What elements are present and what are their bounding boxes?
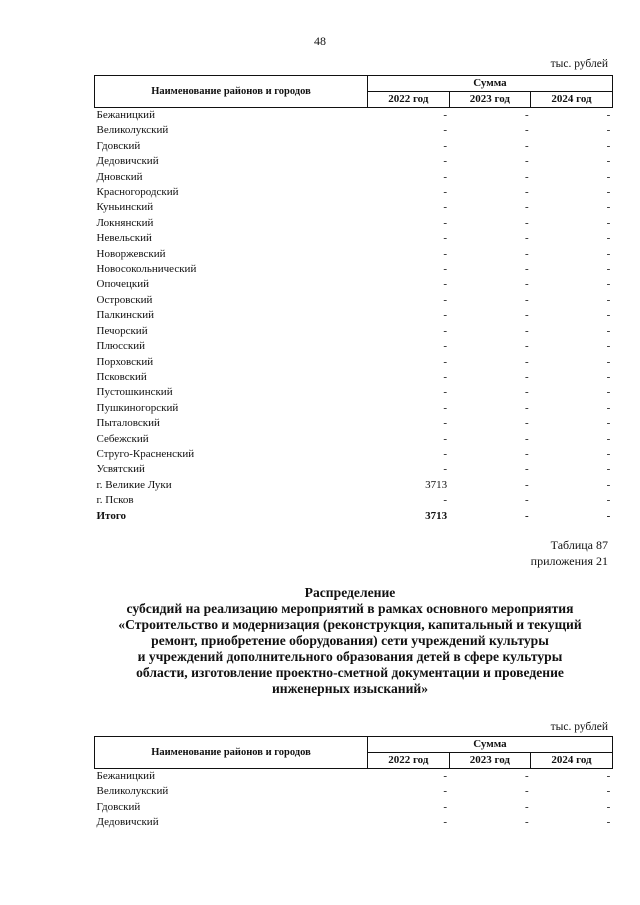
- amount-cell: 3713: [425, 478, 448, 491]
- amount-cell: -: [525, 785, 529, 798]
- district-name: Бежаницкий: [96, 109, 155, 121]
- units-label: тыс. рублей: [550, 58, 608, 70]
- appendix-number: приложения 21: [530, 554, 608, 568]
- amount-cell: -: [606, 278, 611, 291]
- column-header-year: 2023 год: [449, 92, 531, 108]
- amount-cell: -: [525, 370, 529, 383]
- table-row: [95, 216, 613, 231]
- district-name: Печорский: [96, 324, 148, 337]
- amount-cell: -: [525, 186, 529, 199]
- table-row: [95, 170, 613, 185]
- table-row: [95, 447, 613, 462]
- table-row: [95, 385, 613, 400]
- amount-cell: -: [525, 155, 529, 168]
- heading-line: субсидий на реализацию мероприятий в рамках основного мероприятия: [126, 601, 574, 616]
- amount-cell: -: [443, 386, 448, 399]
- amount-cell: -: [606, 232, 611, 245]
- amount-cell: -: [525, 494, 529, 507]
- amount-cell: -: [443, 263, 448, 276]
- heading-line: Распределение: [304, 585, 396, 600]
- amount-cell: -: [606, 447, 611, 460]
- district-name: г. Великие Луки: [96, 478, 172, 491]
- amount-cell: -: [606, 309, 611, 322]
- amount-cell: -: [525, 432, 529, 445]
- table-row: [95, 432, 613, 447]
- district-name: Великолукский: [96, 785, 169, 798]
- amount-cell: -: [606, 432, 611, 445]
- amount-cell: -: [525, 124, 529, 137]
- district-name: Себежский: [96, 432, 149, 445]
- table-row: [95, 478, 613, 493]
- table-row: [95, 154, 613, 169]
- amount-cell: -: [606, 386, 611, 399]
- table-row: [95, 139, 613, 154]
- district-name: Палкинский: [96, 309, 155, 322]
- amount-cell: -: [606, 216, 611, 229]
- table-row: [95, 800, 613, 815]
- heading-line: области, изготовление проектно-сметной документации и проведение: [136, 665, 564, 680]
- amount-cell: -: [525, 447, 529, 460]
- amount-cell: -: [443, 216, 448, 229]
- district-name: Дновский: [96, 170, 143, 183]
- amount-cell: -: [606, 800, 611, 813]
- table-row: [95, 815, 613, 830]
- table-row: [95, 370, 613, 385]
- amount-cell: -: [443, 247, 448, 260]
- district-name: Дедовичский: [96, 816, 159, 829]
- column-header-year: 2022 год: [368, 92, 450, 108]
- amount-cell: -: [525, 800, 529, 813]
- amount-cell: -: [443, 340, 448, 353]
- amount-cell: -: [443, 293, 448, 306]
- distribution-table-1: [94, 75, 613, 524]
- district-name: Красногородский: [96, 186, 179, 199]
- amount-cell: -: [606, 494, 611, 507]
- district-name: Гдовский: [96, 800, 141, 813]
- column-header-year: 2024 год: [531, 753, 613, 769]
- amount-cell: -: [606, 785, 611, 798]
- amount-cell: -: [525, 309, 529, 322]
- amount-cell: -: [606, 201, 611, 214]
- distribution-table-2: [94, 736, 613, 831]
- column-header-year: 2022 год: [368, 753, 450, 769]
- amount-cell: -: [443, 324, 448, 337]
- amount-cell: -: [606, 155, 611, 168]
- amount-cell: -: [525, 109, 529, 121]
- table-number: Таблица 87: [550, 538, 608, 552]
- table-row: [95, 262, 613, 277]
- amount-cell: -: [606, 293, 611, 306]
- amount-cell: -: [525, 232, 529, 245]
- table-total-row: [95, 509, 613, 524]
- amount-cell: -: [525, 770, 529, 782]
- amount-cell: -: [606, 770, 611, 782]
- district-name: Гдовский: [96, 139, 141, 152]
- amount-cell: -: [525, 463, 529, 476]
- table-row: [95, 401, 613, 416]
- amount-cell: -: [606, 139, 611, 152]
- amount-cell: -: [443, 463, 448, 476]
- amount-cell: -: [525, 509, 529, 522]
- amount-cell: 3713: [425, 509, 448, 522]
- table-row: [95, 123, 613, 138]
- table-row: [95, 462, 613, 477]
- amount-cell: -: [443, 355, 448, 368]
- table-row: [95, 416, 613, 431]
- table-row: [95, 493, 613, 508]
- amount-cell: -: [443, 201, 448, 214]
- amount-cell: -: [443, 494, 448, 507]
- table-row: [95, 355, 613, 370]
- district-name: Дедовичский: [96, 155, 159, 168]
- district-name: Итого: [96, 509, 127, 522]
- heading-line: «Строительство и модернизация (реконструкция, капитальный и текущий: [118, 617, 582, 632]
- district-name: Усвятский: [96, 463, 145, 476]
- amount-cell: -: [525, 263, 529, 276]
- table-row: [95, 308, 613, 323]
- amount-cell: -: [525, 324, 529, 337]
- amount-cell: -: [606, 124, 611, 137]
- column-header-sum: Сумма: [368, 76, 613, 92]
- amount-cell: -: [606, 478, 611, 491]
- table-row: [95, 185, 613, 200]
- section-heading: [60, 585, 640, 697]
- district-name: Новоржевский: [96, 247, 166, 260]
- amount-cell: -: [525, 201, 529, 214]
- district-name: Опочецкий: [96, 278, 149, 291]
- district-name: Островский: [96, 293, 153, 306]
- amount-cell: -: [443, 800, 448, 813]
- amount-cell: -: [525, 816, 529, 829]
- amount-cell: -: [525, 340, 529, 353]
- table-row: [95, 324, 613, 339]
- district-name: Пушкиногорский: [96, 401, 179, 414]
- table-row: [95, 108, 613, 124]
- amount-cell: -: [606, 417, 611, 430]
- column-header-year: 2023 год: [449, 753, 531, 769]
- amount-cell: -: [606, 509, 611, 522]
- page-number: 48: [314, 34, 326, 48]
- table-row: [95, 231, 613, 246]
- amount-cell: -: [443, 278, 448, 291]
- amount-cell: -: [606, 463, 611, 476]
- district-name: Порховский: [96, 355, 154, 368]
- heading-line: ремонт, приобретение оборудования) сети учреждений культуры: [151, 633, 549, 648]
- amount-cell: -: [443, 232, 448, 245]
- amount-cell: -: [525, 170, 529, 183]
- amount-cell: -: [443, 432, 448, 445]
- table-row: [95, 293, 613, 308]
- amount-cell: -: [443, 170, 448, 183]
- amount-cell: -: [525, 417, 529, 430]
- district-name: Куньинский: [96, 201, 154, 214]
- table-row: [95, 784, 613, 799]
- amount-cell: -: [606, 324, 611, 337]
- amount-cell: -: [606, 816, 611, 829]
- district-name: Плюсский: [96, 340, 146, 353]
- table-row: [95, 200, 613, 215]
- district-name: Великолукский: [96, 124, 169, 137]
- amount-cell: -: [443, 447, 448, 460]
- table-row: [95, 339, 613, 354]
- amount-cell: -: [443, 124, 448, 137]
- amount-cell: -: [525, 401, 529, 414]
- district-name: Новосокольнический: [96, 263, 197, 276]
- column-header-sum: Сумма: [368, 737, 613, 753]
- amount-cell: -: [525, 139, 529, 152]
- amount-cell: -: [443, 139, 448, 152]
- amount-cell: -: [443, 417, 448, 430]
- amount-cell: -: [606, 401, 611, 414]
- amount-cell: -: [525, 293, 529, 306]
- table-row: [95, 247, 613, 262]
- district-name: Бежаницкий: [96, 770, 155, 782]
- column-header-year: 2024 год: [531, 92, 613, 108]
- amount-cell: -: [606, 355, 611, 368]
- amount-cell: -: [443, 309, 448, 322]
- amount-cell: -: [443, 785, 448, 798]
- amount-cell: -: [525, 278, 529, 291]
- amount-cell: -: [525, 478, 529, 491]
- column-header-name: Наименование районов и городов: [95, 737, 368, 769]
- district-name: Струго-Красненский: [96, 447, 195, 460]
- amount-cell: -: [443, 186, 448, 199]
- amount-cell: -: [525, 386, 529, 399]
- amount-cell: -: [525, 247, 529, 260]
- amount-cell: -: [525, 355, 529, 368]
- amount-cell: -: [443, 155, 448, 168]
- district-name: г. Псков: [96, 494, 134, 507]
- district-name: Невельский: [96, 232, 152, 245]
- amount-cell: -: [606, 186, 611, 199]
- table-row: [95, 769, 613, 785]
- column-header-name: Наименование районов и городов: [95, 76, 368, 108]
- table-caption: [531, 537, 608, 569]
- amount-cell: -: [606, 247, 611, 260]
- amount-cell: -: [443, 370, 448, 383]
- heading-line: инженерных изысканий»: [271, 681, 429, 696]
- amount-cell: -: [606, 109, 611, 121]
- district-name: Локнянский: [96, 216, 154, 229]
- district-name: Пыталовский: [96, 417, 160, 430]
- amount-cell: -: [443, 816, 448, 829]
- amount-cell: -: [443, 770, 448, 782]
- district-name: Псковский: [96, 370, 147, 383]
- units-label: тыс. рублей: [550, 721, 608, 733]
- amount-cell: -: [606, 370, 611, 383]
- amount-cell: -: [443, 401, 448, 414]
- district-name: Пустошкинский: [96, 386, 173, 399]
- table-row: [95, 277, 613, 292]
- amount-cell: -: [525, 216, 529, 229]
- amount-cell: -: [606, 263, 611, 276]
- amount-cell: -: [443, 109, 448, 121]
- amount-cell: -: [606, 170, 611, 183]
- heading-line: и учреждений дополнительного образования детей в сфере культуры: [137, 649, 563, 664]
- amount-cell: -: [606, 340, 611, 353]
